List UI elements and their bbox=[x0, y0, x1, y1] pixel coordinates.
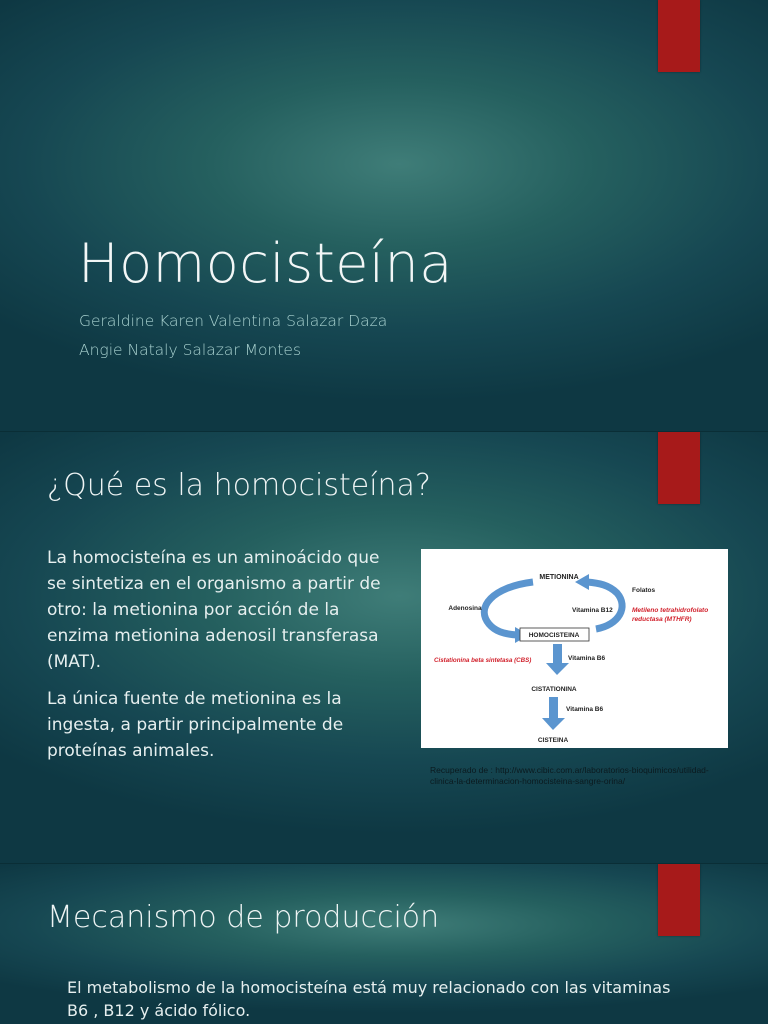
label-folatos: Folatos bbox=[632, 587, 656, 594]
down-arrow-2-head bbox=[542, 718, 565, 730]
label-cisteina: CISTEINA bbox=[537, 737, 569, 744]
author-1: Geraldine Karen Valentina Salazar Daza bbox=[79, 312, 388, 330]
slide-mecanismo bbox=[0, 864, 768, 1024]
label-mthfr-1: Metileno tetrahidrofolato bbox=[632, 607, 709, 614]
label-vitamina-b6-1: Vitamina B6 bbox=[568, 655, 606, 662]
image-source-caption: Recuperado de : http://www.cibic.com.ar/laboratorios-bioquimicos/utilidad-clinica-la-determinacion-homocisteina-sangre-orina/ bbox=[430, 765, 709, 786]
label-vitamina-b12: Vitamina B12 bbox=[572, 607, 613, 614]
paragraph-definition: La homocisteína es un aminoácido que se sintetiza en el organismo a partir de otro: la metionina por acción de la enzima metionina adenosil transferasa (MAT). bbox=[47, 548, 381, 672]
red-corner-tab bbox=[658, 0, 700, 72]
slide-title-text: Homocisteína bbox=[78, 232, 453, 295]
label-mthfr-2: reductasa (MTHFR) bbox=[632, 616, 692, 623]
red-corner-tab bbox=[658, 864, 700, 936]
label-cistationina: CISTATIONINA bbox=[531, 686, 577, 693]
paragraph-source: La única fuente de metionina es la ingesta, a partir principalmente de proteínas animales. bbox=[47, 689, 344, 761]
label-vitamina-b6-2: Vitamina B6 bbox=[566, 706, 604, 713]
label-cbs: Cistationina beta sintetasa (CBS) bbox=[434, 657, 532, 664]
label-adenosina: Adenosina bbox=[448, 605, 482, 612]
author-2: Angie Nataly Salazar Montes bbox=[79, 341, 302, 359]
label-homocisteina: HOMOCISTEINA bbox=[528, 632, 580, 639]
down-arrow-1-head bbox=[546, 663, 569, 675]
slide-que-es bbox=[0, 432, 768, 864]
left-cycle-arrow bbox=[484, 582, 533, 635]
slide-heading: ¿Qué es la homocisteína? bbox=[47, 468, 431, 503]
label-metionina: METIONINA bbox=[539, 574, 579, 581]
red-corner-tab bbox=[658, 432, 700, 504]
paragraph-metabolism: El metabolismo de la homocisteína está muy relacionado con las vitaminas B6 , B12 y ácido fólico. bbox=[67, 978, 671, 1020]
slide-title bbox=[0, 0, 768, 432]
down-arrow-2-shaft bbox=[549, 697, 558, 718]
metabolism-diagram-svg bbox=[421, 549, 728, 748]
metabolism-diagram bbox=[421, 549, 728, 748]
slide-heading: Mecanismo de producción bbox=[47, 900, 440, 935]
right-cycle-arrow bbox=[587, 582, 622, 629]
down-arrow-1-shaft bbox=[553, 644, 562, 663]
